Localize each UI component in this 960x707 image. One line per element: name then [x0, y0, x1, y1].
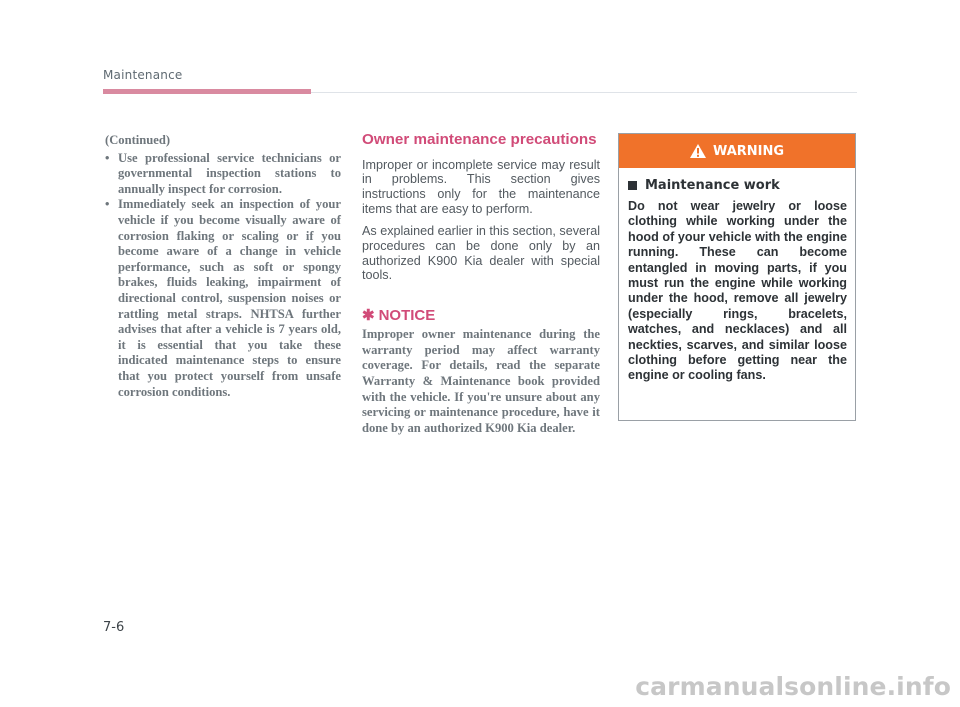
- watermark: carmanualsonline.info: [635, 672, 951, 701]
- middle-column: [362, 132, 600, 436]
- bullet-item: • Use professional service technicians or governmental inspection stations to annually inspect for corrosion.: [105, 151, 341, 198]
- body-paragraph: Improper or incomplete service may result in problems. This section gives instructions only for the maintenance items that are easy to perform.: [362, 157, 600, 216]
- bullet-item: • Immediately seek an inspection of your vehicle if you become visually aware of corrosion flaking or scaling or if you become aware of a change in vehicle performance, such as soft or spongy brakes, fluids leaking, impairment of directional control, suspension noises or rattling metal straps. NHTSA further advises that after a vehicle is 7 years old, it is essential that you take these indicated maintenance steps to ensure that you protect yourself from unsafe corrosion conditions.: [105, 197, 341, 400]
- square-bullet-icon: [628, 181, 637, 190]
- warning-triangle-icon: [690, 144, 706, 158]
- notice-body: Improper owner maintenance during the warranty period may affect warranty coverage. For details, read the separate Warranty & Maintenance book provided with the vehicle. If you're unsure about any servicing or maintenance procedure, have it done by an authorized K900 Kia dealer.: [362, 327, 600, 435]
- warning-header: [619, 134, 855, 168]
- warning-label: WARNING: [712, 143, 785, 159]
- warning-title: Maintenance work: [645, 178, 780, 193]
- section-heading: Owner maintenance precautions: [362, 131, 597, 148]
- notice-star-icon: ✱: [362, 307, 375, 325]
- warning-box: [618, 133, 856, 421]
- notice-heading: [362, 307, 600, 325]
- header-divider: [311, 92, 857, 93]
- header-accent-bar: [103, 89, 311, 94]
- section-title: Maintenance: [103, 68, 183, 82]
- notice-title: NOTICE: [378, 307, 436, 325]
- body-paragraph: As explained earlier in this section, several procedures can be done only by an authorized K900 Kia dealer with special tools.: [362, 224, 601, 283]
- continued-label: (Continued): [105, 133, 171, 147]
- page-number: 7-6: [103, 620, 125, 635]
- bullet-list: [105, 151, 341, 401]
- warning-subheading: [628, 178, 847, 193]
- warning-text: Do not wear jewelry or loose clothing while working under the hood of your vehicle with the engine running. These can become entangled in moving parts, if you must run the engine while working under the hood, remove all jewelry (especially rings, bracelets, watches, and necklaces) and all neckties, scarves, and similar loose clothing before getting near the engine or cooling fans.: [628, 199, 847, 383]
- left-column: [105, 133, 341, 400]
